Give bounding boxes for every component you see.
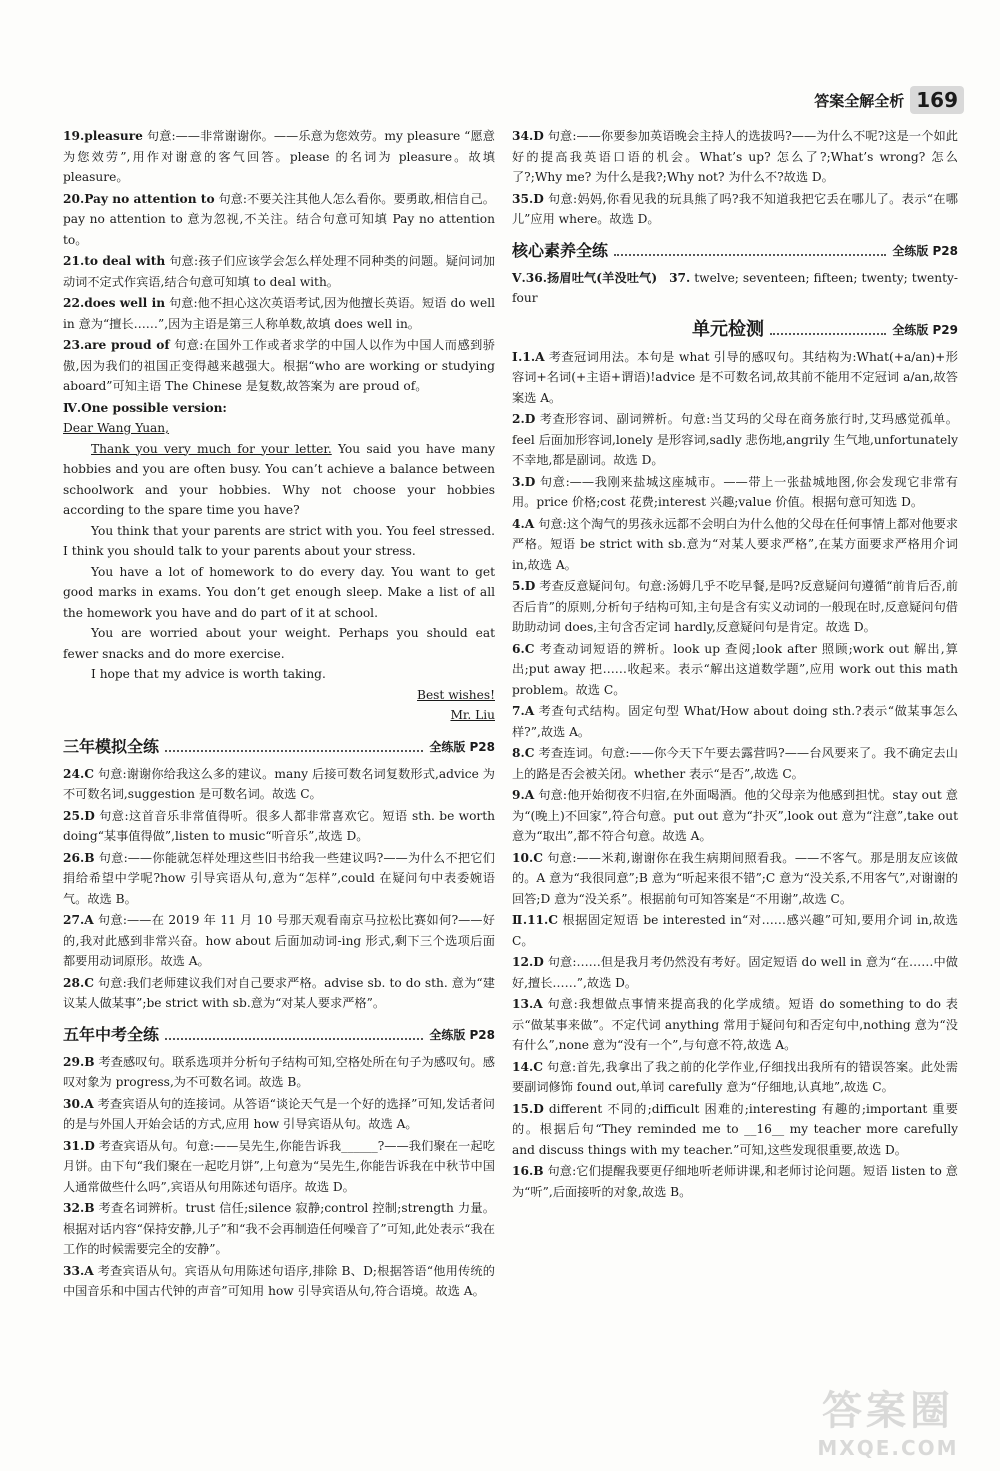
- answer-item: 7.A 考查句式结构。固定句型 What/How about doing sth.?表示“做某事怎么样?”,故选 A。: [512, 704, 958, 739]
- answer-item: 26.B 句意:——你能就怎样处理这些旧书给我一些建议吗?——为什么不把它们捐给希望中学呢?how 引导宾语从句,意为“怎样”,could 在疑问句中表委婉语气。故选 B。: [63, 850, 495, 906]
- right-column: [512, 126, 958, 1203]
- core-answer: Ⅴ.36.扬眉吐气(羊没吐气) 37. twelve; seventeen; fifteen; twenty; twenty-four: [512, 270, 959, 305]
- answer-item: Ⅱ.11.C 根据固定短语 be interested in“对……感兴趣”可知,要用介词 in,故选 C。: [512, 913, 958, 948]
- answer-item: 23.are proud of 句意:在国外工作或者求学的中国人以作为中国人而感到骄傲,因为我们的祖国正变得越来越强大。根据“who are working or studying aboard”可知主语 The Chinese 是复数,故答案为 are proud of。: [63, 338, 495, 393]
- letter-salutation: Dear Wang Yuan,: [63, 421, 170, 435]
- answer-item: 8.C 考查连词。句意:——你今天下午要去露营吗?——台风要来了。我不确定去山上的路是否会被关闭。whether 表示“是否”,故选 C。: [512, 746, 958, 781]
- answer-item: 31.D 考查宾语从句。句意:——吴先生,你能告诉我______?——我们聚在一起吃月饼。由下句“我们聚在一起吃月饼”,上句意为“吴先生,你能告诉我在中秋节中国人通常做些什么吗”,宾语从句用陈述句语序。故选 D。: [63, 1138, 495, 1194]
- answer-item: 5.D 考查反意疑问句。句意:汤姆几乎不吃早餐,是吗?反意疑问句遵循“前肯后否,前否后肯”的原则,分析句子结构可知,主句是含有实义动词的一般现在时,反意疑问句借助助动词 does,主句含否定词 hardly,反意疑问句是肯定。故选 D。: [512, 579, 958, 634]
- answer-item: 34.D 句意:——你要参加英语晚会主持人的选拔吗?——为什么不呢?这是一个如此好的提高我英语口语的机会。What’s up? 怎么了?;What’s wrong? 怎么了?;Why me? 为什么是我?;Why not? 为什么不?故选 D。: [512, 129, 958, 184]
- answer-item: 32.B 考查名词辨析。trust 信任;silence 寂静;control 控制;strength 力量。根据对话内容“保持安静,儿子”和“我不会再制造任何噪音了”可知,此处表示“我在工作的时候需要完全的安静”。: [63, 1201, 495, 1256]
- answer-item: 9.A 句意:他开始彻夜不归宿,在外面喝酒。他的父母亲为他感到担忧。stay out 意为“(晚上)不回家”,符合句意。put out 意为“扑灭”,look out 意为“注意”,take out 意为“取出”,都不符合句意。故选 A。: [512, 788, 958, 843]
- version-heading: Ⅳ.One possible version:: [63, 400, 227, 415]
- answer-item: 28.C 句意:我们老师建议我们对自己要求严格。advise sb. to do sth. 意为“建议某人做某事”;be strict with sb.意为“对某人要求严格”。: [63, 975, 495, 1010]
- answer-item: 27.A 句意:——在 2019 年 11 月 10 号那天观看南京马拉松比赛如何?——好的,我对此感到非常兴奋。how about 后面加动词-ing 形式,剩下三个选项后面都要用动词原形。故选 A。: [63, 913, 495, 968]
- answer-item: 21.to deal with 句意:孩子们应该学会怎么样处理不同种类的问题。疑问词加动词不定式作宾语,结合句意可知填 to deal with。: [63, 254, 495, 289]
- answer-item: 35.D 句意:妈妈,你看见我的玩具熊了吗?我不知道我把它丢在哪儿了。表示“在哪儿”应用 where。故选 D。: [512, 191, 958, 226]
- answer-item: 30.A 考查宾语从句的连接词。从答语“谈论天气是一个好的选择”可知,发话者问的是与外国人开始会话的方式,应用 how 引导宾语从句。故选 A。: [63, 1096, 495, 1131]
- answer-item: 13.A 句意:我想做点事情来提高我的化学成绩。短语 do something to do 表示“做某事来做”。不定代词 anything 常用于疑问句和否定句中,nothing 意为“没有什么”,none 意为“没有一个”,与句意不符,故选 A。: [512, 997, 958, 1052]
- answer-item: 6.C 考查动词短语的辨析。look up 查阅;look after 照顾;work out 解出,算出;put away 把……收起来。表示“解出这道数学题”,应用 work out this math problem。故选 C。: [512, 641, 958, 697]
- answer-item: 14.C 句意:首先,我拿出了我之前的化学作业,仔细找出我所有的错误答案。此处需要副词修饰 found out,单词 carefully 意为“仔细地,认真地”,故选 C。: [512, 1059, 958, 1094]
- section-header: 五年中考全练 全练版 P28: [63, 1025, 495, 1044]
- answer-item: 4.A 句意:这个淘气的男孩永远都不会明白为什么他的父母在任何事情上都对他要求严格。短语 be strict with sb.意为“对某人要求严格”,在某方面要求严格用介词 in,故选 A。: [512, 516, 958, 572]
- answer-item: 3.D 句意:——我刚来盐城这座城市。——带上一张盐城地图,你会发现它非常有用。price 价格;cost 花费;interest 兴趣;value 价值。根据句意可知选 D。: [512, 474, 958, 509]
- watermark-logo: 答案圈 MXQE.COM: [817, 1387, 959, 1460]
- answer-item: 20.Pay no attention to 句意:不要关注其他人怎么看你。要勇敢,相信自己。pay no attention to 意为忽视,不关注。结合句意可知填 Pay no attention to。: [63, 191, 495, 247]
- section-header: 单元检测 全练版 P29: [692, 319, 958, 340]
- answer-item: 15.D different 不同的;difficult 困难的;interesting 有趣的;important 重要的。根据后句“They reminded me to __16__ my teacher more carefully and discuss things with my teacher.”可知,这些发现很重要,故选 D。: [512, 1101, 958, 1157]
- letter-paragraph: You are worried about your weight. Perhaps you should eat fewer snacks and do more exercise.: [63, 626, 495, 661]
- answer-item: 22.does well in 句意:他不担心这次英语考试,因为他擅长英语。短语 do well in 意为“擅长……”,因为主语是第三人称单数,故填 does well in。: [63, 296, 495, 331]
- answer-item: 25.D 句意:这首音乐非常值得听。很多人都非常喜欢它。短语 sth. be worth doing“某事值得做”,listen to music“听音乐”,故选 D。: [63, 808, 495, 843]
- letter-signature: Mr. Liu: [450, 708, 495, 722]
- letter-paragraph: You think that your parents are strict with you. You feel stressed. I think you should talk to your parents about your stress.: [63, 523, 495, 558]
- section-header: 三年模拟全练 全练版 P28: [63, 737, 495, 756]
- header-title: 答案全解全析: [814, 91, 905, 110]
- model-letter: [63, 418, 495, 726]
- answer-item: 12.D 句意:……但是我月考仍然没有考好。固定短语 do well in 意为“在……中做好,擅长……”,故选 D。: [512, 955, 958, 990]
- page-header: [814, 82, 964, 118]
- answer-item: 19.pleasure 句意:——非常谢谢你。——乐意为您效劳。my pleasure “愿意为您效劳”,用作对谢意的客气回答。please 的名词为 pleasure。故填 pleasure。: [63, 129, 495, 184]
- left-column: [63, 126, 495, 1303]
- section-header: 核心素养全练 全练版 P28: [512, 241, 958, 260]
- answer-item: 16.B 句意:它们提醒我要更仔细地听老师讲课,和老师讨论问题。短语 listen to 意为“听”,后面接听的对象,故选 B。: [512, 1164, 958, 1199]
- page-number: 169: [910, 86, 964, 114]
- letter-paragraph: I hope that my advice is worth taking.: [91, 667, 326, 681]
- answer-item: 29.B 考查感叹句。联系选项并分析句子结构可知,空格处所在句子为感叹句。感叹对象为 progress,为不可数名词。故选 B。: [63, 1054, 495, 1089]
- answer-item: 2.D 考查形容词、副词辨析。句意:当艾玛的父母在商务旅行时,艾玛感觉孤单。feel 后面加形容词,lonely 是形容词,sadly 悲伤地,angrily 生气地,unfortunately 不幸地,都是副词。故选 D。: [512, 412, 958, 467]
- letter-paragraph: You have a lot of homework to do every day. You want to get good marks in exams. You don’t get enough sleep. Make a list of all the homework you have and do part of it at school.: [63, 564, 495, 620]
- answer-item: 33.A 考查宾语从句。宾语从句用陈述句语序,排除 B、D;根据答语“他用传统的中国音乐和中国古代钟的声音”可知用 how 引导宾语从句,符合语境。故选 A。: [63, 1263, 495, 1298]
- answer-item: 10.C 句意:——米莉,谢谢你在我生病期间照看我。——不客气。那是朋友应该做的。A 意为“我很同意”;B 意为“听起来很不错”;C 意为“没关系,不用客气”,对谢谢的回答;D 意为“没关系”。根据前句可知答案是“不用谢”,故选 C。: [512, 850, 958, 906]
- letter-paragraph: Thank you very much for your letter. You said you have many hobbies and you are often busy. You can’t achieve a balance between schoolwork and your hobbies. Why not choose your hobbies according to the spare time you have?: [63, 441, 495, 517]
- answer-item: Ⅰ.1.A 考查冠词用法。本句是 what 引导的感叹句。其结构为:What(+a/an)+形容词+名词(+主语+谓语)!advice 是不可数名词,故其前不能用不定冠词 a/an,故答案选 A。: [512, 349, 958, 405]
- answer-item: 24.C 句意:谢谢你给我这么多的建议。many 后接可数名词复数形式,advice 为不可数名词,suggestion 是可数名词。故选 C。: [63, 766, 495, 801]
- letter-closing: Best wishes!: [417, 687, 495, 702]
